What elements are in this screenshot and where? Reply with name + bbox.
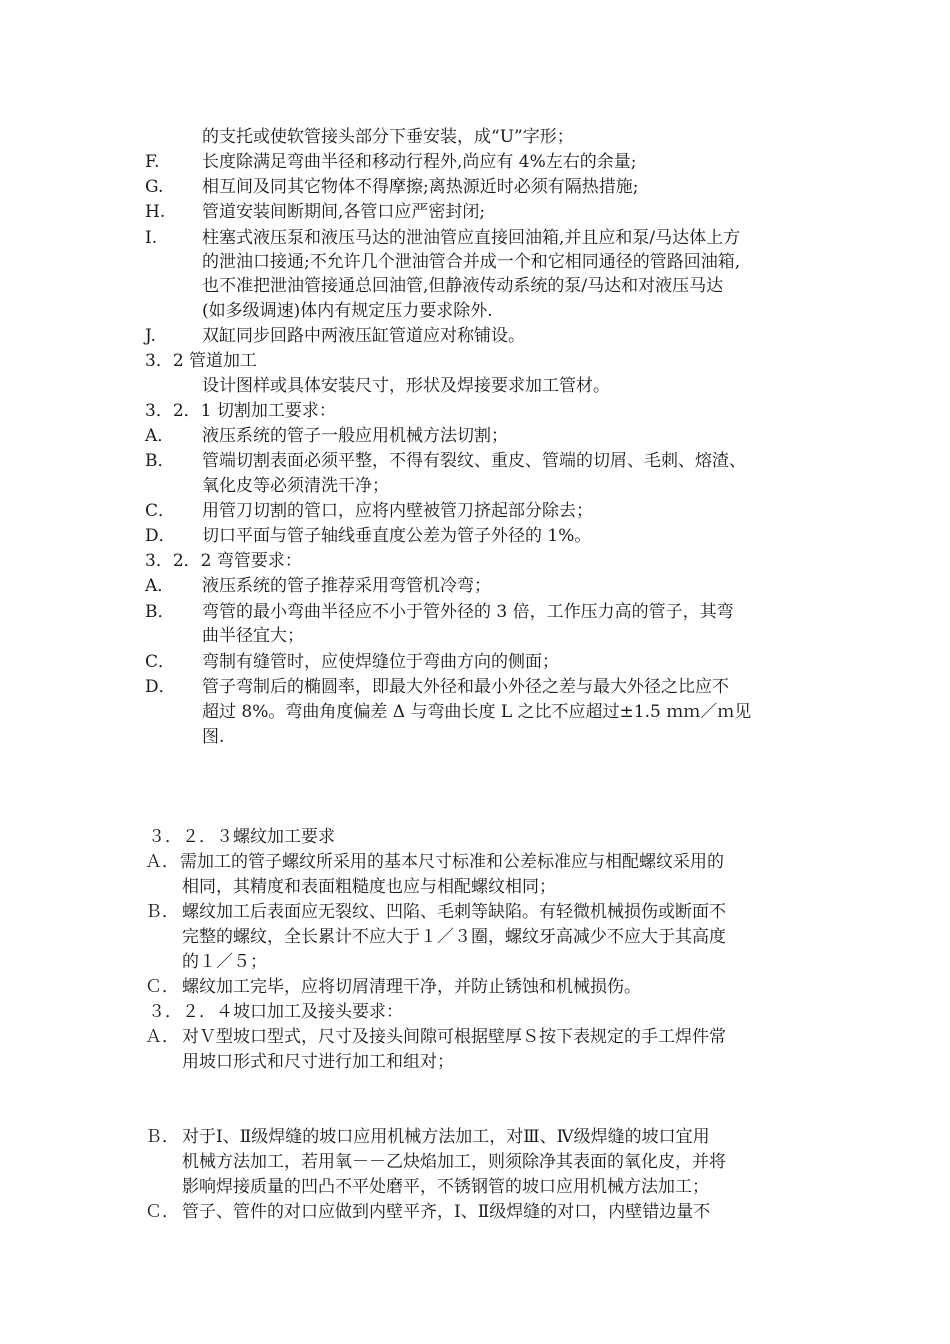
section-heading: 3．2 管道加工 (145, 351, 258, 371)
item-text: 也不准把泄油管接通总回油管,但静液传动系统的泵/马达和对液压马达 (202, 276, 724, 296)
item-label: B． (145, 602, 175, 622)
section-heading: 3．2．2 弯管要求： (145, 551, 302, 571)
item-text: 切口平面与管子轴线垂直度公差为管子外径的 1%。 (202, 526, 592, 546)
item-label: I. (145, 228, 158, 248)
item-text: 管子弯制后的椭圆率，即最大外径和最小外径之差与最大外径之比应不 (202, 677, 729, 697)
item-label: B． (145, 451, 175, 471)
item-text: 长度除满足弯曲半径和移动行程外,尚应有 4%左右的余量; (202, 152, 637, 172)
item-text: 的泄油口接通;不允许几个泄油管合并成一个和它相同通径的管路回油箱, (202, 252, 741, 272)
item-text: 用坡口形式和尺寸进行加工和组对； (182, 1052, 454, 1072)
item-text: 需加工的管子螺纹所采用的基本尺寸标准和公差标准应与相配螺纹采用的 (180, 852, 724, 872)
item-text: 对于Ⅰ、Ⅱ级焊缝的坡口应用机械方法加工，对Ⅲ、Ⅳ级焊缝的坡口宜用 (182, 1127, 710, 1147)
item-label: A． (145, 576, 175, 596)
item-text: 机械方法加工，若用氧－－乙炔焰加工，则须除净其表面的氧化皮，并将 (182, 1152, 726, 1172)
item-text: 图. (202, 727, 225, 747)
item-text: 氧化皮等必须清洗干净； (202, 476, 389, 496)
item-text: 液压系统的管子推荐采用弯管机冷弯； (202, 576, 491, 596)
item-text: 完整的螺纹，全长累计不应大于１／３圈，螺纹牙高减少不应大于其高度 (182, 927, 726, 947)
item-label: Ｃ． (145, 977, 179, 997)
item-text: 管端切割表面必须平整，不得有裂纹、重皮、管端的切屑、毛刺、熔渣、 (202, 451, 746, 471)
item-label: F. (145, 152, 160, 172)
item-label: D． (145, 526, 176, 546)
item-text: 弯管的最小弯曲半径应不小于管外径的 3 倍，工作压力高的管子，其弯 (202, 602, 734, 622)
item-e-continuation: 的支托或使软管接头部分下垂安装，成“U”字形； (202, 127, 574, 147)
item-text: 对Ｖ型坡口型式，尺寸及接头间隙可根据壁厚Ｓ按下表规定的手工焊件常 (182, 1027, 726, 1047)
item-text: 液压系统的管子一般应用机械方法切割； (202, 426, 508, 446)
section-heading: ３．２．４坡口加工及接头要求： (148, 1002, 403, 1022)
item-label: Ｂ． (145, 1127, 179, 1147)
item-label: Ｃ． (145, 1202, 179, 1222)
item-text: 曲半径宜大； (202, 626, 304, 646)
section-heading: 3．2．1 切割加工要求： (145, 401, 336, 421)
item-label: Ａ． (145, 1027, 179, 1047)
item-label: G. (145, 177, 164, 197)
item-text: 管道安装间断期间,各管口应严密封闭; (202, 202, 486, 222)
item-text: 弯制有缝管时，应使焊缝位于弯曲方向的侧面； (202, 652, 559, 672)
item-label: C． (145, 652, 176, 672)
item-text: 双缸同步回路中两液压缸管道应对称铺设。 (202, 326, 525, 346)
item-text: 的１／５； (182, 952, 267, 972)
item-text: 相互间及同其它物体不得摩擦;离热源近时必须有隔热措施; (202, 177, 639, 197)
item-label: H. (145, 202, 166, 222)
item-text: 柱塞式液压泵和液压马达的泄油管应直接回油箱,并且应和泵/马达体上方 (202, 228, 741, 248)
section-intro: 设计图样或具体安装尺寸，形状及焊接要求加工管材。 (202, 376, 610, 396)
item-text: 用管刀切割的管口，应将内壁被管刀挤起部分除去； (202, 501, 593, 521)
item-text: 管子、管件的对口应做到内壁平齐，Ⅰ、Ⅱ级焊缝的对口，内壁错边量不 (182, 1202, 711, 1222)
item-text: (如多级调速)体内有规定压力要求除外. (202, 301, 493, 321)
item-text: 螺纹加工后表面应无裂纹、凹陷、毛刺等缺陷。有轻微机械损伤或断面不 (182, 902, 726, 922)
item-text: 螺纹加工完毕，应将切屑清理干净，并防止锈蚀和机械损伤。 (182, 977, 641, 997)
item-label: Ａ． (145, 852, 179, 872)
section-heading: ３．２．３螺纹加工要求 (148, 827, 335, 847)
item-label: C． (145, 501, 176, 521)
item-label: J. (145, 326, 156, 346)
item-label: D． (145, 677, 176, 697)
item-text: 相同，其精度和表面粗糙度也应与相配螺纹相同； (182, 877, 556, 897)
item-label: A． (145, 426, 175, 446)
item-label: Ｂ． (145, 902, 179, 922)
item-text: 影响焊接质量的凹凸不平处磨平，不锈钢管的坡口应用机械方法加工； (182, 1177, 709, 1197)
item-text: 超过 8%。弯曲角度偏差 Δ 与弯曲长度 L 之比不应超过±1.5 ｍｍ／ｍ见 (202, 702, 752, 722)
